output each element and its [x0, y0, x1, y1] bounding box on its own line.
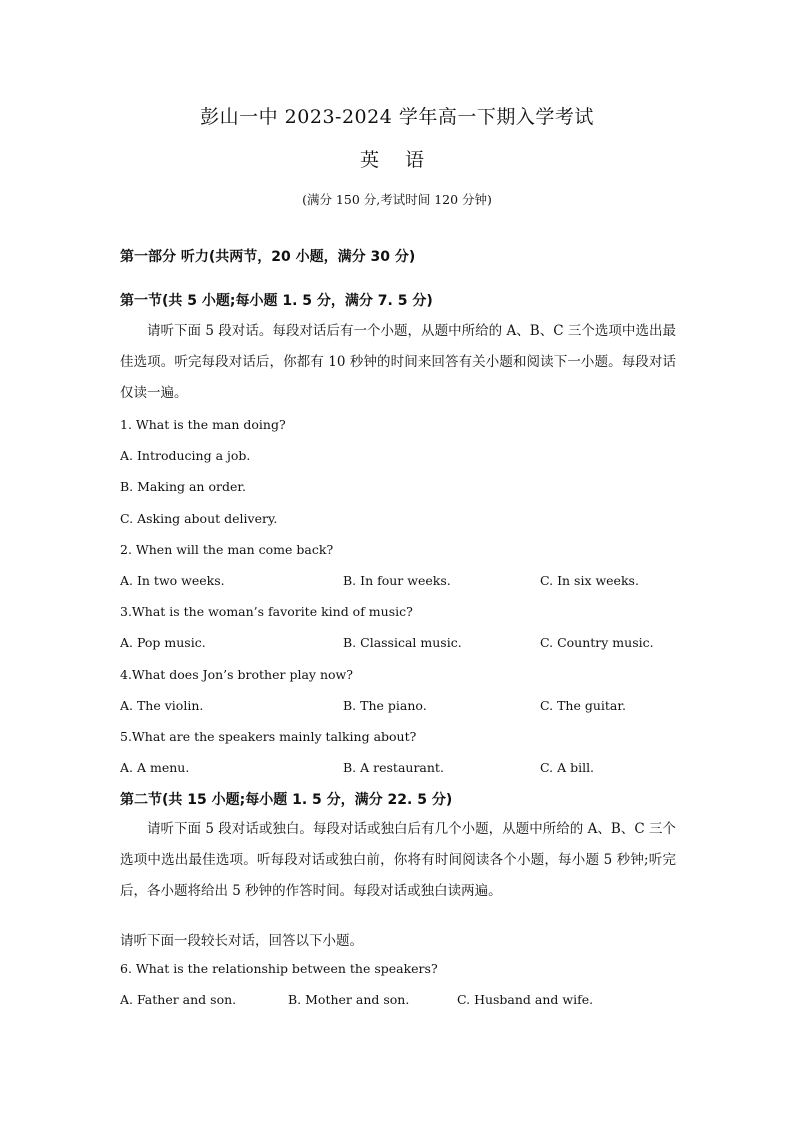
option-4b: B. The piano. — [343, 698, 427, 713]
option-5c: C. A bill. — [540, 760, 595, 775]
option-3c: C. Country music. — [540, 635, 654, 650]
subject-title: 英 语 — [359, 149, 435, 171]
option-6c: C. Husband and wife. — [457, 992, 594, 1007]
option-1b: B. Making an order. — [120, 479, 246, 494]
section1-instructions: 请听下面 5 段对话。每段对话后有一个小题，从题中所给的 A、B、C 三个选项中选出最佳选项。听完每段对话后，你都有 10 秒钟的时间来回答有关小题和阅读下一小题。每段对话仅读一遍。 — [120, 323, 676, 401]
section1-heading: 第一节(共 5 小题;每小题 1. 5 分，满分 7. 5 分) — [120, 293, 433, 309]
question-2: 2. When will the man come back? — [120, 542, 334, 557]
option-5b: B. A restaurant. — [343, 760, 444, 775]
option-3b: B. Classical music. — [343, 635, 462, 650]
section2-instructions: 请听下面 5 段对话或独白。每段对话或独白后有几个小题，从题中所给的 A、B、C 三个选项中选出最佳选项。听每段对话或独白前，你将有时间阅读各个小题，每小题 5 秒钟;听完后，各小题将给出 5 秒钟的作答时间。每段对话或独白读两遍。 — [120, 821, 676, 899]
exam-meta: (满分 150 分,考试时间 120 分钟) — [302, 192, 492, 207]
question-5: 5.What are the speakers mainly talking about? — [120, 729, 417, 744]
option-3a: A. Pop music. — [120, 635, 206, 650]
option-1a: A. Introducing a job. — [120, 448, 251, 463]
option-4c: C. The guitar. — [540, 698, 626, 713]
option-5a: A. A menu. — [120, 760, 190, 775]
section2-heading: 第二节(共 15 小题;每小题 1. 5 分，满分 22. 5 分) — [120, 792, 453, 808]
question-4: 4.What does Jon’s brother play now? — [120, 667, 353, 682]
question-1: 1. What is the man doing? — [120, 417, 286, 432]
question-3: 3.What is the woman’s favorite kind of music? — [120, 604, 413, 619]
option-6b: B. Mother and son. — [288, 992, 410, 1007]
option-2c: C. In six weeks. — [540, 573, 639, 588]
section2-note: 请听下面一段较长对话，回答以下小题。 — [120, 933, 363, 949]
option-4a: A. The violin. — [120, 698, 204, 713]
question-6: 6. What is the relationship between the speakers? — [120, 961, 438, 976]
option-6a: A. Father and son. — [120, 992, 237, 1007]
part1-heading: 第一部分 听力(共两节，20 小题，满分 30 分) — [120, 249, 416, 265]
option-1c: C. Asking about delivery. — [120, 511, 278, 526]
exam-title: 彭山一中 2023-2024 学年高一下期入学考试 — [200, 106, 594, 128]
option-2b: B. In four weeks. — [343, 573, 451, 588]
option-2a: A. In two weeks. — [120, 573, 225, 588]
